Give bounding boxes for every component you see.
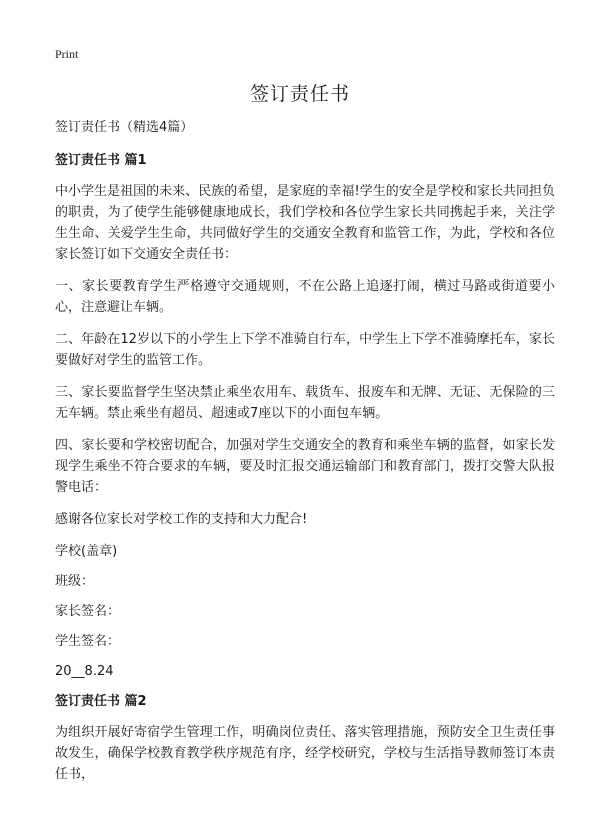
paragraph-thanks: 感谢各位家长对学校工作的支持和大力配合!	[55, 512, 308, 527]
parent-signature-line: 家长签名：	[55, 604, 121, 619]
school-seal-line: 学校(盖章)	[55, 544, 118, 559]
document-subtitle: 签订责任书（精选4篇）	[55, 120, 194, 135]
document-body	[55, 117, 555, 796]
student-signature-line: 学生签名：	[55, 634, 121, 649]
print-label[interactable]: Print	[55, 47, 79, 61]
paragraph-rule-4: 四、家长要和学校密切配合，加强对学生交通安全的教育和乘坐车辆的监督，如家长发现学生乘坐不符合要求的车辆，要及时汇报交通运输部门和教育部门，拨打交警大队报警电话：	[55, 438, 555, 495]
paragraph-rule-2: 二、年龄在12岁以下的小学生上下学不准骑自行车，中学生上下学不准骑摩托车，家长要做好对学生的监管工作。	[55, 332, 555, 368]
section-heading-2: 签订责任书 篇2	[55, 694, 147, 709]
document-title: 签订责任书	[249, 83, 350, 105]
date-line: 20__8.24	[55, 664, 114, 679]
section-heading-1: 签订责任书 篇1	[55, 153, 147, 168]
paragraph-rule-3: 三、家长要监督学生坚决禁止乘坐农用车、载货车、报废车和无牌、无证、无保险的三无车辆。禁止乘坐有超员、超速或7座以下的小面包车辆。	[55, 385, 555, 421]
class-line: 班级：	[55, 574, 95, 589]
paragraph-section2-intro: 为组织开展好寄宿学生管理工作，明确岗位责任、落实管理措施，预防安全卫生责任事故发生，确保学校教育教学秩序规范有序，经学校研究，学校与生活指导教师签订本责任书，	[55, 725, 555, 782]
paragraph-intro: 中小学生是祖国的未来、民族的希望，是家庭的幸福!学生的安全是学校和家长共同担负的职责，为了使学生能够健康地成长，我们学校和各位学生家长共同携起手来，关注学生生命、关爱学生生命，共同做好学生的交通安全教育和监管工作，为此，学校和各位家长签订如下交通安全责任书：	[55, 184, 555, 262]
paragraph-rule-1: 一、家长要教育学生严格遵守交通规则，不在公路上追逐打闹，横过马路或街道要小心，注意避让车辆。	[55, 279, 555, 315]
